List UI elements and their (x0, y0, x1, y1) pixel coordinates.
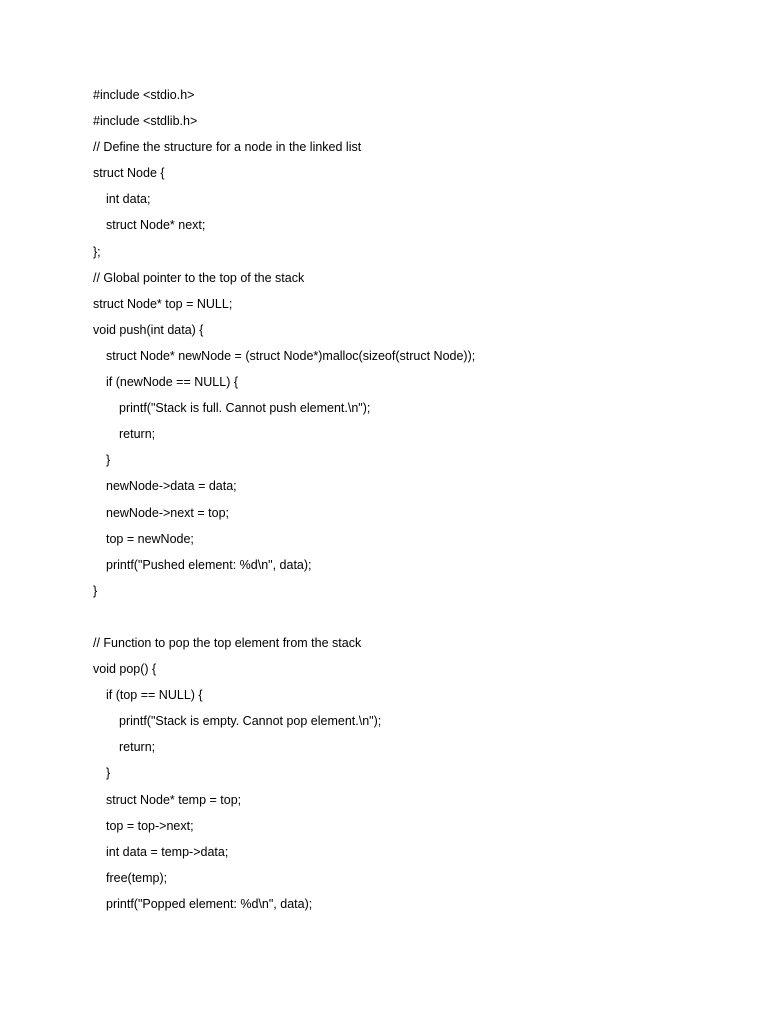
code-line: struct Node { (93, 166, 165, 181)
code-line: struct Node* next; (106, 218, 206, 233)
code-line: } (106, 766, 111, 781)
code-line: printf("Popped element: %d\n", data); (106, 896, 313, 911)
code-line: #include <stdio.h> (93, 88, 195, 102)
code-line: newNode->next = top; (106, 505, 229, 520)
code-line: return; (119, 740, 156, 755)
code-line: printf("Pushed element: %d\n", data); (106, 557, 312, 572)
code-line: if (top == NULL) { (106, 688, 203, 703)
code-line: // Define the structure for a node in the linked list (93, 140, 362, 155)
code-line (93, 608, 713, 634)
code-line: } (106, 453, 111, 468)
code-line: } (93, 583, 98, 598)
code-line: }; (93, 244, 101, 259)
code-line: top = newNode; (106, 531, 194, 546)
code-line: struct Node* temp = top; (106, 792, 242, 807)
code-line: printf("Stack is full. Cannot push element.\n"); (119, 401, 371, 416)
code-line: top = top->next; (106, 818, 194, 833)
code-line: void push(int data) { (93, 322, 204, 337)
code-line: printf("Stack is empty. Cannot pop element.\n"); (119, 714, 382, 729)
code-line: #include <stdlib.h> (93, 114, 198, 129)
code-listing (93, 86, 713, 921)
code-line: int data = temp->data; (106, 844, 229, 859)
code-line: // Global pointer to the top of the stack (93, 270, 305, 285)
code-line: if (newNode == NULL) { (106, 375, 239, 390)
code-line: newNode->data = data; (106, 479, 237, 494)
code-line: free(temp); (106, 870, 168, 885)
code-line: struct Node* top = NULL; (93, 296, 233, 311)
code-line: int data; (106, 192, 151, 207)
code-line: struct Node* newNode = (struct Node*)malloc(sizeof(struct Node)); (106, 348, 476, 363)
code-line: void pop() { (93, 662, 157, 677)
code-line: // Function to pop the top element from the stack (93, 635, 362, 650)
code-line: return; (119, 427, 156, 442)
